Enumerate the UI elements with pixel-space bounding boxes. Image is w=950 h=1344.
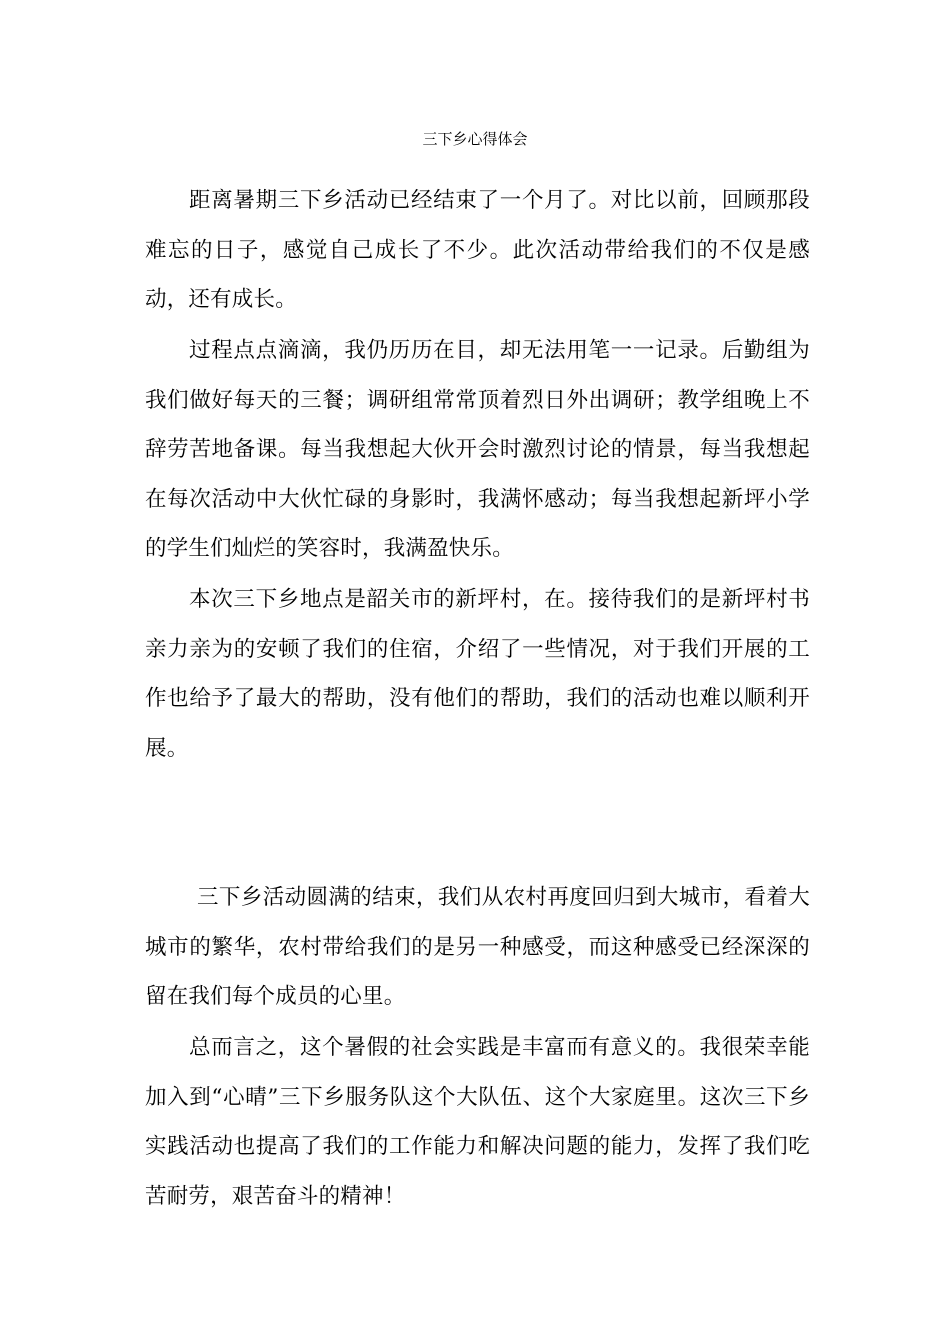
paragraph-2: 过程点点滴滴，我仍历历在目，却无法用笔一一记录。后勤组为我们做好每天的三餐；调研组常常顶着烈日外出调研；教学组晚上不辞劳苦地备课。每当我想起大伙开会时激烈讨论的情景，每当我想起在每次活动中大伙忙碌的身影时，我满怀感动；每当我想起新坪小学的学生们灿烂的笑容时，我满盈快乐。 — [145, 338, 810, 561]
document-title: 三下乡心得体会 — [422, 130, 528, 148]
paragraph-3: 本次三下乡地点是韶关市的新坪村，在。接待我们的是新坪村书亲力亲为的安顿了我们的住宿，介绍了一些情况，对于我们开展的工作也给予了最大的帮助，没有他们的帮助，我们的活动也难以顺利开展。 — [145, 587, 810, 761]
paragraph-1: 距离暑期三下乡活动已经结束了一个月了。对比以前，回顾那段难忘的日子，感觉自己成长了不少。此次活动带给我们的不仅是感动，还有成长。 — [145, 188, 810, 312]
paragraph-4: 三下乡活动圆满的结束，我们从农村再度回归到大城市，看着大城市的繁华，农村带给我们的是另一种感受，而这种感受已经深深的留在我们每个成员的心里。 — [145, 885, 810, 1009]
paragraph-5: 总而言之，这个暑假的社会实践是丰富而有意义的。我很荣幸能加入到“心晴”三下乡服务队这个大队伍、这个大家庭里。这次三下乡实践活动也提高了我们的工作能力和解决问题的能力，发挥了我们吃苦耐劳，艰苦奋斗的精神！ — [145, 1035, 810, 1209]
